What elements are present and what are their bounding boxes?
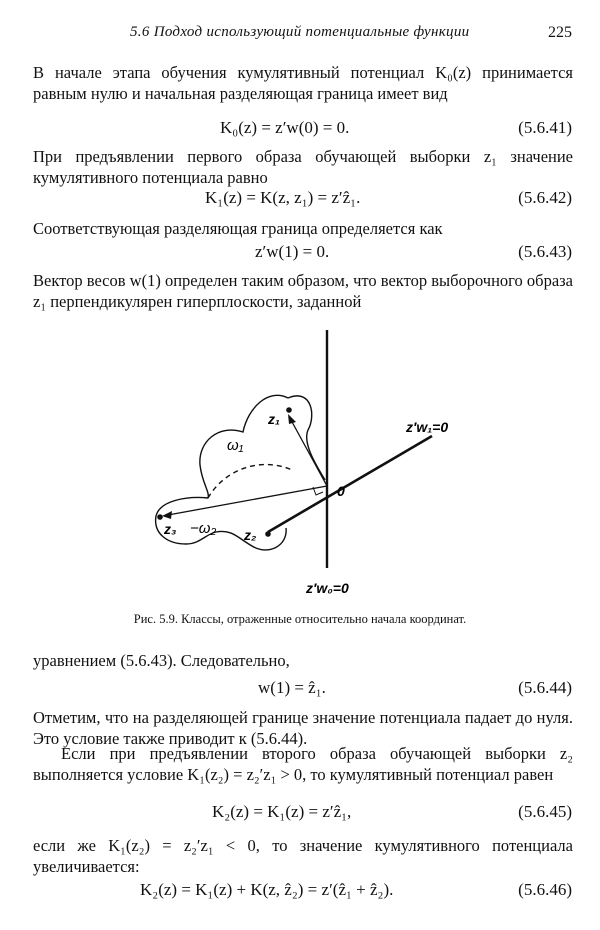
equation-5-6-41 (220, 118, 572, 140)
paragraph-4: Вектор весов w(1) определен таким образом, что вектор выборочного образа z₁ перпендикулярен гиперплоскости, заданной (33, 271, 573, 311)
paragraph-5: уравнением (5.6.43). Следовательно, (33, 651, 290, 670)
label-line-w1: z′w₁=0 (406, 419, 449, 435)
omega1-region-upper (288, 396, 325, 480)
equation-5-6-43 (255, 242, 572, 264)
equation-formula: K₂(z) = K₁(z) = z′ẑ₁, (212, 802, 352, 821)
equation-formula: K₁(z) = K(z, z₁) = z′ẑ₁. (205, 188, 361, 207)
equation-number: (5.6.42) (518, 188, 572, 207)
equation-5-6-46 (140, 880, 572, 902)
paragraph-2: При предъявлении первого образа обучающей выборки z₁ значение кумулятивного потенциала равно (33, 147, 573, 187)
equation-formula: K₀(z) = z′w(0) = 0. (220, 118, 350, 137)
equation-number: (5.6.41) (518, 118, 572, 137)
figure-caption: Рис. 5.9. Классы, отраженные относительно начала координат. (133, 612, 467, 626)
page-number: 225 (548, 24, 572, 41)
paragraph-6: Отметим, что на разделяющей границе значение потенциала падает до нуля. Это условие также приводит к (5.6.44). (33, 708, 573, 748)
label-z1: z₁ (268, 411, 280, 427)
label-omega1: ω₁ (227, 437, 244, 454)
paragraph-3: Соответствующая разделяющая граница определяется как (33, 219, 443, 238)
label-z3: z₃ (164, 521, 177, 537)
equation-formula: z′w(1) = 0. (255, 242, 330, 261)
point-z3 (157, 514, 163, 520)
arrowhead-z3 (162, 511, 172, 519)
label-line-w0: z′w₀=0 (306, 580, 349, 596)
point-z2 (265, 531, 271, 537)
omega1-dashed-boundary (208, 465, 292, 498)
equation-5-6-45 (212, 802, 572, 824)
label-omega2: −ω₂ (190, 520, 217, 537)
paragraph-8: если же K₁(z₂) = z₂′z₁ < 0, то значение кумулятивного потенциала увеличивается: (33, 836, 573, 876)
running-header (130, 24, 572, 46)
separating-line-w1 (268, 436, 432, 532)
equation-number: (5.6.43) (518, 242, 572, 261)
equation-5-6-44 (258, 678, 572, 700)
equation-formula: K₂(z) = K₁(z) + K(z, ẑ₂) = z′(ẑ₁ + ẑ₂). (140, 880, 394, 899)
point-z1 (286, 407, 292, 413)
equation-5-6-42 (205, 188, 572, 210)
equation-formula: w(1) = ẑ₁. (258, 678, 326, 697)
equation-number: (5.6.45) (518, 802, 572, 821)
label-origin: 0 (337, 483, 345, 499)
vector-z1 (291, 420, 327, 486)
header-title: 5.6 Подход использующий потенциальные функции (130, 24, 470, 40)
equation-number: (5.6.46) (518, 880, 572, 899)
paragraph-7: Если при предъявлении второго образа обучающей выборки z₂ выполняется условие K₁(z₂) = z₂′z₁ > 0, то кумулятивный потенциал равен (33, 744, 573, 784)
label-z2: z₂ (244, 527, 257, 543)
arrowhead-z1 (288, 414, 296, 424)
paragraph-1: В начале этапа обучения кумулятивный потенциал K₀(z) принимается равным нулю и начальная разделяющая граница имеет вид (33, 63, 573, 103)
figure-5-9 (140, 320, 480, 610)
equation-number: (5.6.44) (518, 678, 572, 697)
